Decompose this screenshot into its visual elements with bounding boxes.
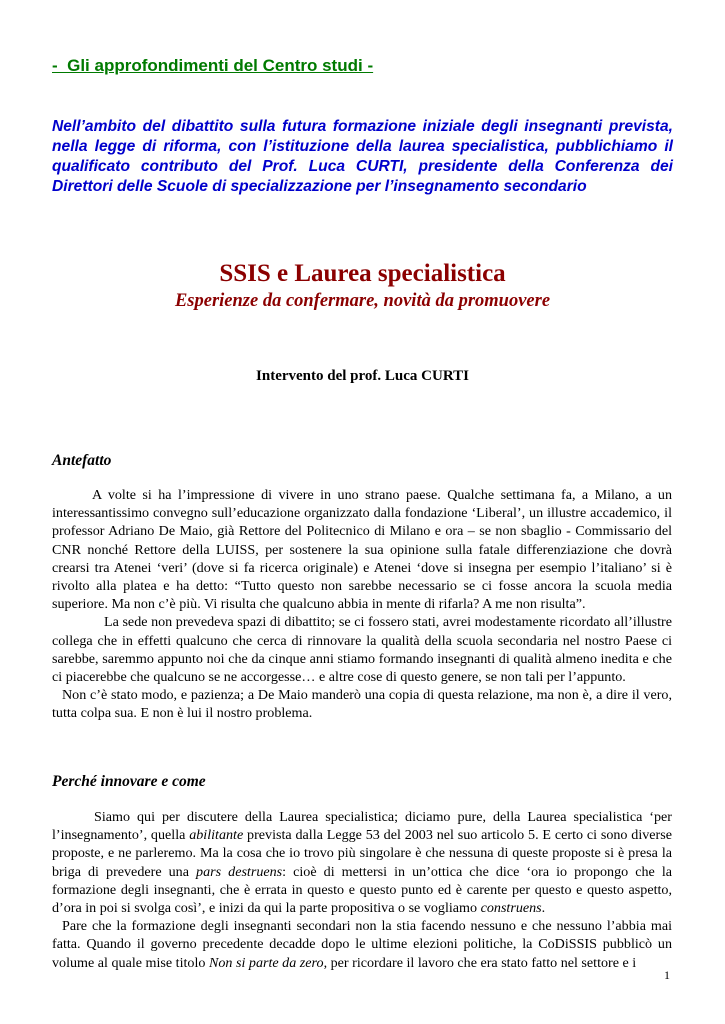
section-body-perche-innovare <box>52 808 672 972</box>
body-paragraph <box>52 808 672 917</box>
section-body-antefatto <box>52 486 672 723</box>
section-heading-antefatto: Antefatto <box>52 452 112 469</box>
text-run: , per ricordare il lavoro che era stato fatto nel settore e i <box>323 954 637 971</box>
italic-term: pars destruens <box>196 863 283 880</box>
text-run: prevista dalla Legge 53 del 2003 nel suo articolo 5. E certo ci sono diverse proposte, e ne parleremo. Ma la cosa che io trovo più singolare è che nessuna di queste proposte si è presa la briga di prevedere una <box>52 827 672 880</box>
section-header-centro-studi: - Gli approfondimenti del Centro studi - <box>52 56 374 75</box>
text-run: : cioè di mettersi in un’ottica che dice ‘ora io propongo che la formazione degli insegnanti, che è errata in questo e questo punto ed è carente per questo e questo aspetto, d’ora in poi si svolga così’, e inizi da qui la parte propositiva o se vogliamo <box>52 863 673 917</box>
section-heading-perche-innovare: Perché innovare e come <box>52 773 206 790</box>
body-paragraph: La sede non prevedeva spazi di dibattito; se ci fossero stati, avrei modestamente ricordato all’illustre collega che in effetti qualcuno che cerca di rinnovare la qualità della scuola secondaria nel nostro Paese ci sarebbe, saremmo appunto noi che da cinque anni stiamo formando insegnanti di qualità almeno inedita e che ci piacerebbe che qualcuno se ne accorgesse… e altre cose di questo genere, se non tali per l’appunto. <box>52 614 672 686</box>
body-paragraph: A volte si ha l’impressione di vivere in uno strano paese. Qualche settimana fa, a Milano, a un interessantissimo convegno sull’educazione organizzato dalla fondazione ‘Liberal’, un illustre accademico, il professor Adriano De Maio, già Rettore del Politecnico di Milano e ora – se non sbaglio - Commissario del CNR nonché Rettore della LUISS, per sostenere la sua opinione sulla fatale differenziazione che dovrà crearsi tra Atenei ‘veri’ (dove si fa ricerca originale) e Atenei ‘dove si insegna per esempio l’italiano’ si è rivolto alla platea e ha detto: “Tutto questo non sarebbe necessario se ci fosse ancora la scuola media superiore. Ma non c’è più. Vi risulta che qualcuno abbia in mente di rifarla? A me non risulta”. <box>52 487 672 613</box>
body-paragraph: Non c’è stato modo, e pazienza; a De Maio manderò una copia di questa relazione, ma non è, a dire il vero, tutta colpa sua. E non è lui il nostro problema. <box>52 687 672 722</box>
speaker-line: Intervento del prof. Luca CURTI <box>256 368 469 384</box>
text-run: Siamo qui per discutere della Laurea specialistica; diciamo pure, della Laurea specialistica ‘per l’insegnamento’, quella <box>52 809 672 844</box>
document-title: SSIS e Laurea specialistica <box>219 260 506 287</box>
intro-paragraph: Nell’ambito del dibattito sulla futura formazione iniziale degli insegnanti prevista, nella legge di riforma, con l’istituzione della laurea specialistica, pubblichiamo il qualificato contributo del Prof. Luca CURTI, presidente della Conferenza dei Direttori delle Scuole di specializzazione per l’insegnamento secondario <box>52 118 673 195</box>
text-run: Pare che la formazione degli insegnanti secondari non la stia facendo nessuno e che nessuno l’abbia mai fatta. Quando il governo precedente decadde dopo le ultime elezioni politiche, la CoDiSSIS pubblicò un volume al quale mise titolo <box>52 918 672 971</box>
page-number: 1 <box>664 968 670 982</box>
italic-term: abilitante <box>189 827 244 844</box>
body-paragraph <box>52 917 672 972</box>
italic-term: construens <box>480 900 542 917</box>
text-run: . <box>541 900 546 917</box>
italic-term: Non si parte da zero <box>208 954 324 971</box>
document-subtitle: Esperienze da confermare, novità da promuovere <box>174 291 551 311</box>
